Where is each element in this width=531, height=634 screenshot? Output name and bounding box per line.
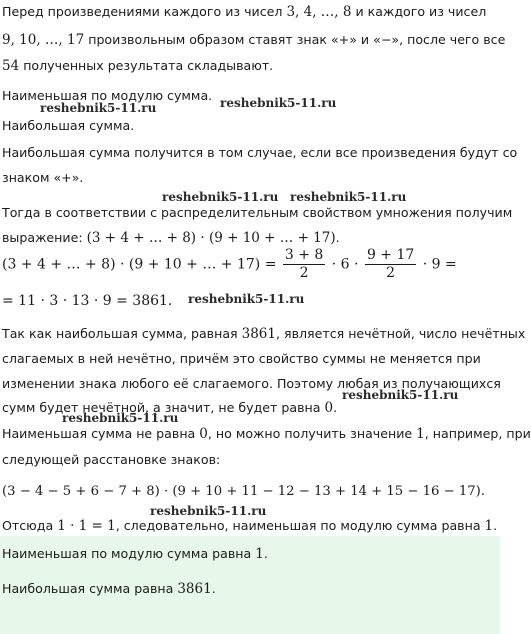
- watermark: reshebnik5-11.ru: [150, 504, 267, 518]
- watermark: reshebnik5-11.ru: [290, 190, 407, 204]
- fraction-two: $\frac{9 + 17}{2}$: [366, 247, 415, 281]
- paragraph-odd-line-4: сумм будет нечётной, а значит, не будет равна 0.: [2, 400, 338, 416]
- problem-line-1: Перед произведениями каждого из чисел 3, 4, …, 8 и каждого из чисел: [2, 4, 487, 20]
- paragraph-distributive-line-2: выражение: (3 + 4 + … + 8) · (9 + 10 + … + 17).: [2, 230, 340, 246]
- watermark: reshebnik5-11.ru: [188, 292, 305, 306]
- question-min: Наименьшая по модулю сумма.: [2, 88, 213, 103]
- paragraph-odd-line-2: слагаемых в ней нечётно, причём это свойство суммы не меняется при: [2, 351, 481, 366]
- equation-sum: (3 + 4 + … + 8) · (9 + 10 + … + 17) = $\frac{3 + 8}{2}$ · 6 · $\frac{9 + 17}{2}$ · 9 =: [2, 247, 457, 281]
- paragraph-max-line-2: знаком «+».: [2, 170, 84, 185]
- fraction-one: $\frac{3 + 8}{2}$: [284, 247, 324, 281]
- answer-min: Наименьшая по модулю сумма равна 1.: [2, 546, 268, 562]
- paragraph-distributive-line-1: Тогда в соответствии с распределительным свойством умножения получим: [2, 205, 513, 220]
- watermark: reshebnik5-11.ru: [162, 190, 279, 204]
- watermark: reshebnik5-11.ru: [62, 411, 179, 425]
- paragraph-min-line-2: следующей расстановке знаков:: [2, 452, 221, 467]
- question-max: Наибольшая сумма.: [2, 118, 135, 133]
- watermark: reshebnik5-11.ru: [220, 96, 337, 110]
- paragraph-min-line-1: Наименьшая сумма не равна 0, но можно получить значение 1, например, при: [2, 426, 531, 442]
- paragraph-odd-line-3: изменении знака любого её слагаемого. Поэтому любая из получающихся: [2, 376, 501, 391]
- answer-box: [0, 536, 500, 634]
- problem-line-2: 9, 10, …, 17 произвольным образом ставят знак «+» и «−», после чего все: [2, 32, 506, 48]
- equation-result: = 11 · 3 · 13 · 9 = 3861.: [2, 293, 173, 309]
- problem-line-3: 54 полученных результата складывают.: [2, 58, 274, 74]
- equation-signs: (3 − 4 − 5 + 6 − 7 + 8) · (9 + 10 + 11 − 12 − 13 + 14 + 15 − 16 − 17).: [2, 484, 485, 499]
- watermark: reshebnik5-11.ru: [40, 101, 157, 115]
- paragraph-odd-line-1: Так как наибольшая сумма, равная 3861, является нечётной, число нечётных: [2, 326, 526, 342]
- answer-max: Наибольшая сумма равна 3861.: [2, 581, 216, 597]
- watermark: reshebnik5-11.ru: [342, 388, 459, 402]
- paragraph-conclusion: Отсюда 1 · 1 = 1, следовательно, наименьшая по модулю сумма равна 1.: [2, 518, 498, 534]
- paragraph-max-line-1: Наибольшая сумма получится в том случае, если все произведения будут со: [2, 145, 518, 160]
